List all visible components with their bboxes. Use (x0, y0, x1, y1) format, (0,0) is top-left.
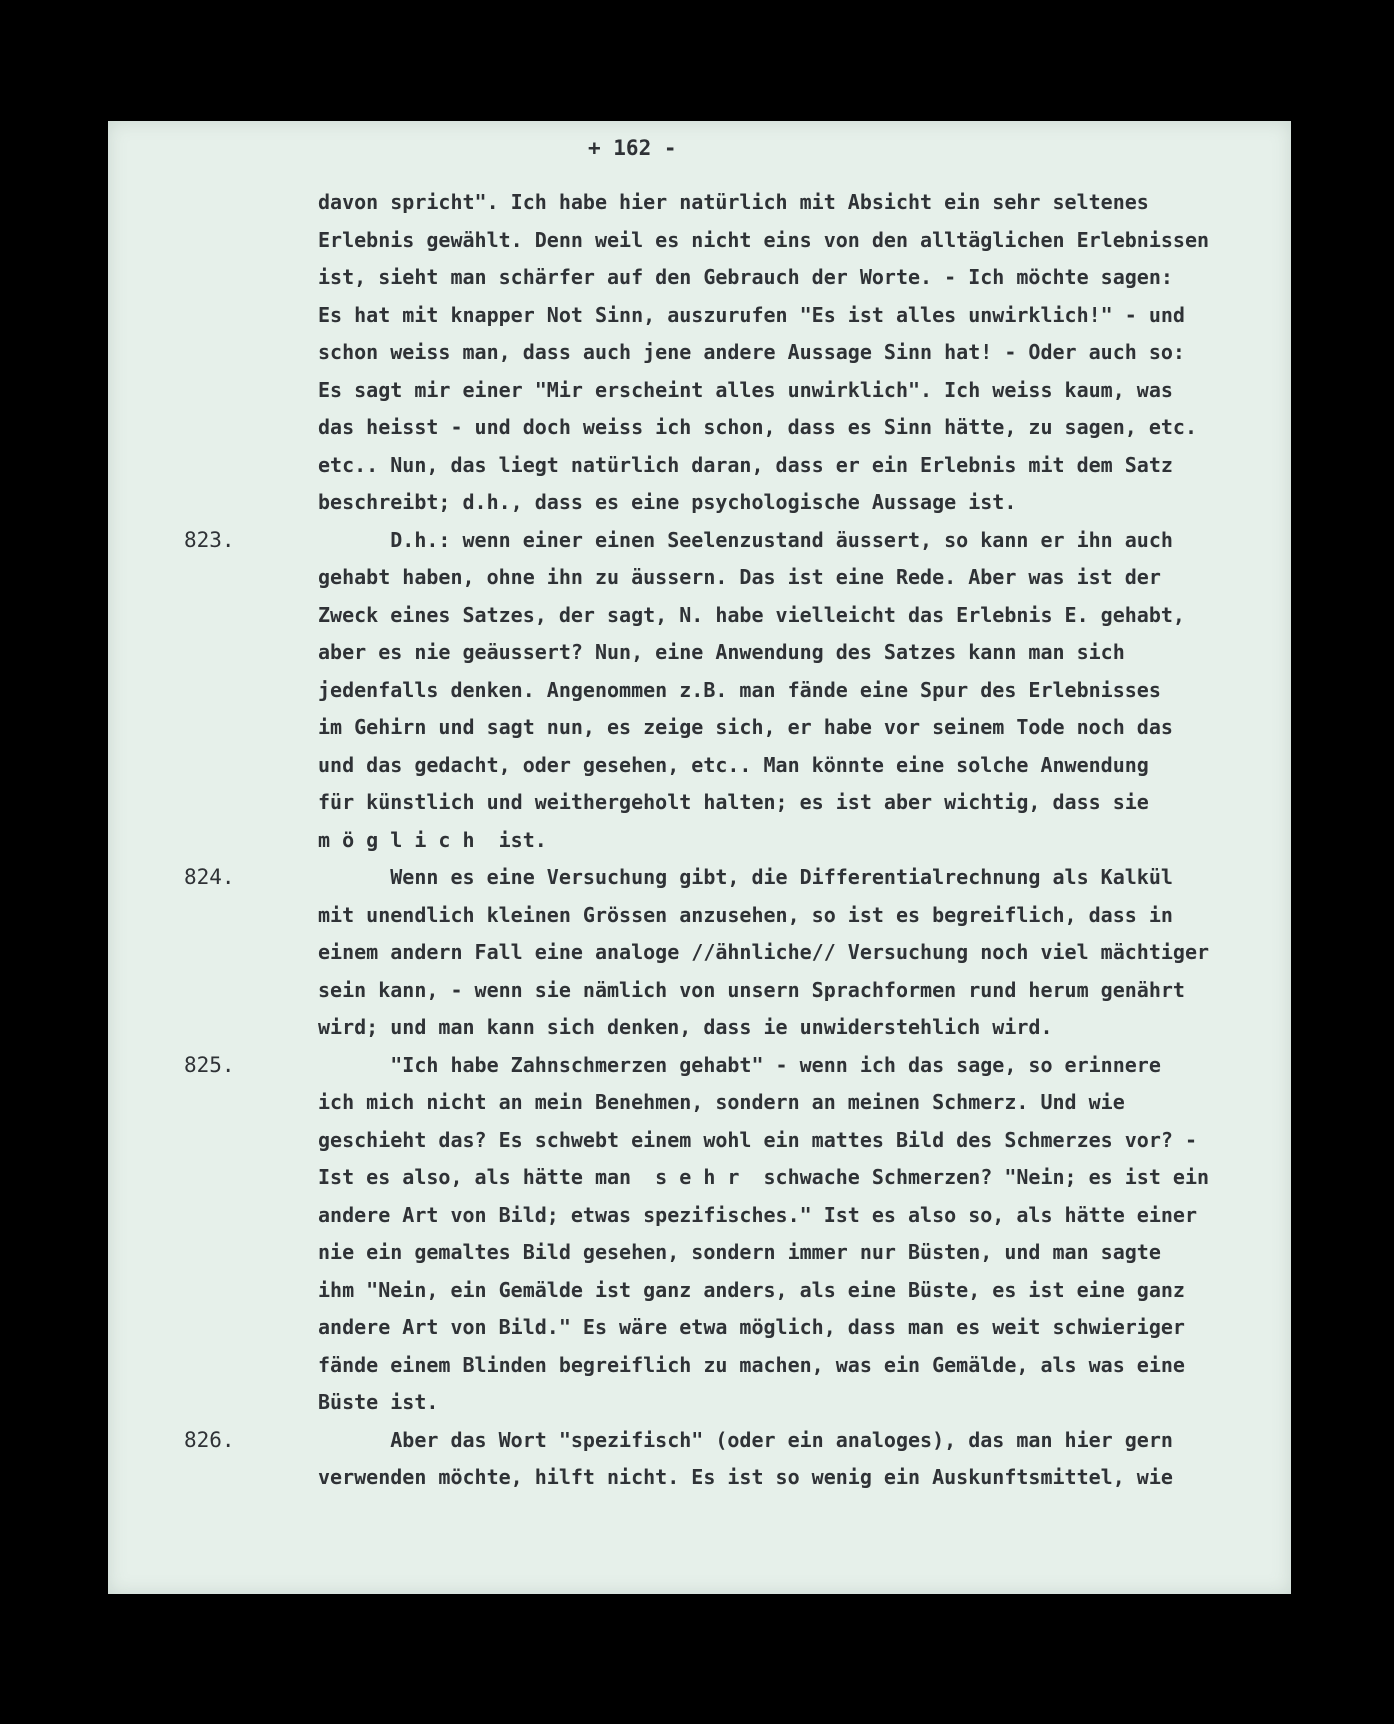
text-line: schon weiss man, dass auch jene andere Aussage Sinn hat! - Oder auch so: (318, 340, 1185, 364)
text-line: nie ein gemaltes Bild gesehen, sondern immer nur Büsten, und man sagte (318, 1240, 1161, 1264)
text-line: Zweck eines Satzes, der sagt, N. habe vielleicht das Erlebnis E. gehabt, (318, 603, 1185, 627)
text-line: beschreibt; d.h., dass es eine psychologische Aussage ist. (318, 490, 1017, 514)
text-line: jedenfalls denken. Angenommen z.B. man fände eine Spur des Erlebnisses (318, 678, 1161, 702)
text-line: das heisst - und doch weiss ich schon, dass es Sinn hätte, zu sagen, etc. (318, 415, 1197, 439)
text-line: sein kann, - wenn sie nämlich von unsern Sprachformen rund herum genährt (318, 978, 1185, 1002)
text-line: verwenden möchte, hilft nicht. Es ist so wenig ein Auskunftsmittel, wie (318, 1465, 1173, 1489)
paragraph-number: 823. (184, 528, 235, 552)
paragraph-number: 826. (184, 1428, 235, 1452)
text-line: davon spricht". Ich habe hier natürlich mit Absicht ein sehr seltenes (318, 190, 1149, 214)
text-line: m ö g l i c h ist. (318, 828, 547, 852)
paragraph-number: 825. (184, 1053, 235, 1077)
text-line: etc.. Nun, das liegt natürlich daran, dass er ein Erlebnis mit dem Satz (318, 453, 1173, 477)
text-line: andere Art von Bild." Es wäre etwa möglich, dass man es weit schwieriger (318, 1315, 1185, 1339)
page-number: + 162 - (588, 136, 677, 160)
text-line: ich mich nicht an mein Benehmen, sondern an meinen Schmerz. Und wie (318, 1090, 1125, 1114)
paragraph-number: 824. (184, 865, 235, 889)
text-line: und das gedacht, oder gesehen, etc.. Man könnte eine solche Anwendung (318, 753, 1149, 777)
text-line: wird; und man kann sich denken, dass ie unwiderstehlich wird. (318, 1015, 1053, 1039)
text-line: im Gehirn und sagt nun, es zeige sich, er habe vor seinem Tode noch das (318, 715, 1173, 739)
text-line: Es hat mit knapper Not Sinn, auszurufen "Es ist alles unwirklich!" - und (318, 303, 1185, 327)
text-line: "Ich habe Zahnschmerzen gehabt" - wenn ich das sage, so erinnere (318, 1053, 1161, 1077)
text-line: gehabt haben, ohne ihn zu äussern. Das ist eine Rede. Aber was ist der (318, 565, 1161, 589)
text-line: Es sagt mir einer "Mir erscheint alles unwirklich". Ich weiss kaum, was (318, 378, 1173, 402)
text-line: Wenn es eine Versuchung gibt, die Differentialrechnung als Kalkül (318, 865, 1173, 889)
text-line: für künstlich und weithergeholt halten; es ist aber wichtig, dass sie (318, 790, 1149, 814)
text-line: aber es nie geäussert? Nun, eine Anwendung des Satzes kann man sich (318, 640, 1125, 664)
text-line: fände einem Blinden begreiflich zu machen, was ein Gemälde, als was eine (318, 1353, 1185, 1377)
text-line: Ist es also, als hätte man s e h r schwache Schmerzen? "Nein; es ist ein (318, 1165, 1210, 1189)
text-line: Aber das Wort "spezifisch" (oder ein analoges), das man hier gern (318, 1428, 1173, 1452)
text-line: D.h.: wenn einer einen Seelenzustand äussert, so kann er ihn auch (318, 528, 1173, 552)
text-line: einem andern Fall eine analoge //ähnliche// Versuchung noch viel mächtiger (318, 940, 1210, 964)
text-line: Erlebnis gewählt. Denn weil es nicht eins von den alltäglichen Erlebnissen (318, 228, 1210, 252)
text-line: mit unendlich kleinen Grössen anzusehen, so ist es begreiflich, dass in (318, 903, 1173, 927)
text-line: Büste ist. (318, 1390, 439, 1414)
text-line: andere Art von Bild; etwas spezifisches." Ist es also so, als hätte einer (318, 1203, 1197, 1227)
text-line: ist, sieht man schärfer auf den Gebrauch der Worte. - Ich möchte sagen: (318, 265, 1173, 289)
text-line: geschieht das? Es schwebt einem wohl ein mattes Bild des Schmerzes vor? - (318, 1128, 1197, 1152)
text-line: ihm "Nein, ein Gemälde ist ganz anders, als eine Büste, es ist eine ganz (318, 1278, 1185, 1302)
